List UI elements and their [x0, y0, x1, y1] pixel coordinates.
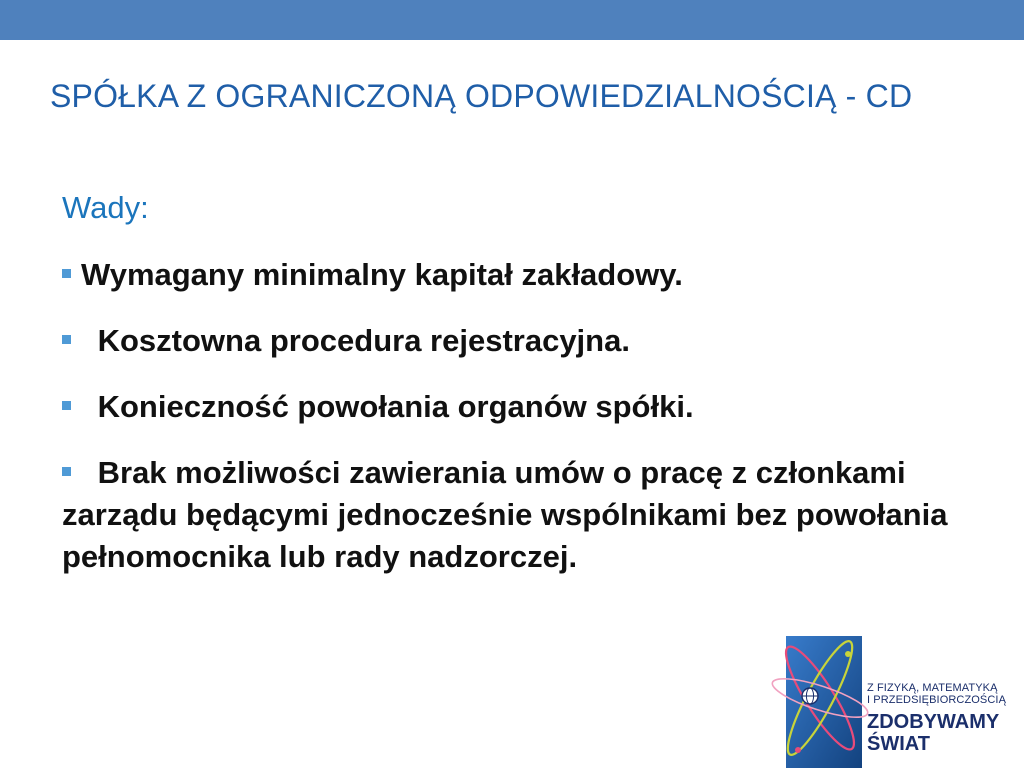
logo-word-swiat: ŚWIAT — [867, 733, 930, 755]
bullet-item — [62, 386, 962, 428]
square-bullet-icon — [62, 401, 71, 410]
logo-tagline-line1: Z FIZYKĄ, MATEMATYKĄ — [867, 682, 998, 694]
bullet-text: Wymagany minimalny kapitał zakładowy. — [81, 257, 683, 292]
bullet-text: Kosztowna procedura rejestracyjna. — [89, 323, 630, 358]
square-bullet-icon — [62, 269, 71, 278]
bullet-text: Brak możliwości zawierania umów o pracę z członkami zarządu będącymi jednocześnie wspólnikami bez powołania pełnomocnika lub rady nadzorczej. — [62, 455, 948, 574]
square-bullet-icon — [62, 335, 71, 344]
slide-title: SPÓŁKA Z OGRANICZONĄ ODPOWIEDZIALNOŚCIĄ - CD — [50, 78, 913, 114]
bullet-list — [62, 254, 962, 578]
square-bullet-icon — [62, 467, 71, 476]
slide-content — [62, 188, 962, 602]
top-accent-bar — [0, 0, 1024, 40]
logo-tagline-line2: I PRZEDSIĘBIORCZOŚCIĄ — [867, 694, 1007, 706]
logo-text — [867, 682, 1024, 755]
logo-word-zdobywamy: ZDOBYWAMY — [867, 711, 1000, 733]
bullet-item — [62, 320, 962, 362]
bullet-text: Konieczność powołania organów spółki. — [89, 389, 694, 424]
bullet-item — [62, 254, 962, 296]
section-heading: Wady: — [62, 190, 149, 225]
project-logo — [768, 622, 1024, 768]
bullet-item — [62, 452, 962, 578]
